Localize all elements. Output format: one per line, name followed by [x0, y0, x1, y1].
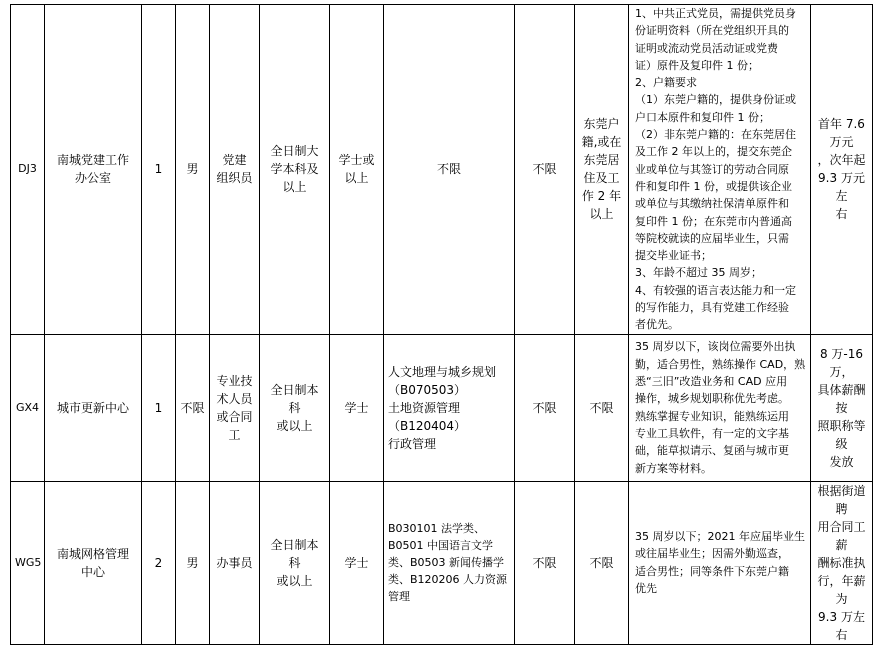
position-cell: 办事员	[210, 481, 260, 644]
major-cell: B030101 法学类、 B0501 中国语言文学 类、B0503 新闻传播学 类、B120206 人力资源 管理	[384, 481, 515, 644]
requirement-line: 复印件 1 份；在东莞市内普通高	[635, 214, 792, 228]
headcount-cell: 2	[142, 481, 176, 644]
gender-cell: 男	[176, 5, 210, 335]
experience-cell: 不限	[515, 5, 575, 335]
household-cell: 东莞户 籍,或在 东莞居 住及工 作 2 年 以上	[575, 5, 629, 335]
requirement-line: 35 周岁以下，该岗位需要外出执	[635, 340, 796, 354]
requirement-line: 35 周岁以下；2021 年应届毕业生	[635, 530, 805, 544]
requirement-line: 件和复印件 1 份，或提供该企业	[635, 179, 792, 193]
requirement-line: 证）原件及复印件 1 份；	[635, 58, 759, 72]
requirement-line: 业或单位与其签订的劳动合同原	[635, 162, 789, 176]
degree-cell: 学士	[330, 481, 384, 644]
degree-cell: 学士	[330, 334, 384, 481]
unit-cell: 南城网格管理 中心	[45, 481, 142, 644]
major-cell: 不限	[384, 5, 515, 335]
requirement-line: 3、年龄不超过 35 周岁；	[635, 266, 762, 280]
salary-cell: 首年 7.6 万元 ，次年起 9.3 万元左 右	[811, 5, 873, 335]
requirements-cell	[629, 481, 811, 644]
gender-cell: 不限	[176, 334, 210, 481]
education-cell: 全日制本 科 或以上	[260, 334, 330, 481]
requirement-line: 户口本原件和复印件 1 份；	[635, 110, 770, 124]
household-cell: 不限	[575, 481, 629, 644]
requirement-line: 操作，城乡规划职称优先考虑。	[635, 392, 789, 406]
requirement-line: 础，能草拟请示、复函与城市更	[635, 444, 789, 458]
requirements-cell	[629, 5, 811, 335]
position-code-cell: WG5	[11, 481, 45, 644]
table-row	[11, 334, 873, 481]
recruitment-table	[10, 4, 873, 645]
degree-cell: 学士或 以上	[330, 5, 384, 335]
requirement-line: （2）非东莞户籍的：在东莞居住	[635, 128, 796, 142]
requirement-line: 熟练掌握专业知识，能熟练运用	[635, 409, 789, 423]
requirement-line: 份证明资料（所在党组织开具的	[635, 24, 789, 38]
position-code-cell: GX4	[11, 334, 45, 481]
requirement-line: 的写作能力，具有党建工作经验	[635, 301, 789, 315]
requirement-line: 及工作 2 年以上的，提交东莞企	[635, 145, 792, 159]
requirement-line: （1）东莞户籍的，提供身份证或	[635, 93, 796, 107]
experience-cell: 不限	[515, 481, 575, 644]
requirement-line: 适合男性；同等条件下东莞户籍	[635, 564, 789, 578]
requirement-line: 新方案等材料。	[635, 461, 712, 475]
household-cell: 不限	[575, 334, 629, 481]
major-cell: 人文地理与城乡规划 （B070503） 土地资源管理 （B120404） 行政管理	[384, 334, 515, 481]
requirement-line: 等院校就读的应届毕业生，只需	[635, 231, 789, 245]
requirements-cell	[629, 334, 811, 481]
requirement-line: 者优先。	[635, 318, 679, 332]
table-row	[11, 5, 873, 335]
headcount-cell: 1	[142, 334, 176, 481]
education-cell: 全日制大 学本科及 以上	[260, 5, 330, 335]
table-row	[11, 481, 873, 644]
requirement-line: 1、中共正式党员，需提供党员身	[635, 7, 796, 20]
requirement-line: 4、有较强的语言表达能力和一定	[635, 283, 796, 297]
position-cell: 党建 组织员	[210, 5, 260, 335]
gender-cell: 男	[176, 481, 210, 644]
education-cell: 全日制本 科 或以上	[260, 481, 330, 644]
requirement-line: 或往届毕业生；因需外勤巡查，	[635, 547, 789, 561]
requirement-line: 专业工具软件，有一定的文字基	[635, 426, 789, 440]
requirement-line: 悉“三旧”改造业务和 CAD 应用	[635, 375, 788, 389]
position-cell: 专业技 术人员 或合同 工	[210, 334, 260, 481]
experience-cell: 不限	[515, 334, 575, 481]
requirement-line: 优先	[635, 581, 657, 595]
requirement-line: 证明或流动党员活动证或党费	[635, 41, 778, 55]
requirement-line: 或单位与其缴纳社保清单原件和	[635, 197, 789, 211]
unit-cell: 南城党建工作 办公室	[45, 5, 142, 335]
requirement-line: 提交毕业证书；	[635, 249, 712, 263]
unit-cell: 城市更新中心	[45, 334, 142, 481]
salary-cell: 8 万-16 万， 具体薪酬按 照职称等级 发放	[811, 334, 873, 481]
position-code-cell: DJ3	[11, 5, 45, 335]
salary-cell: 根据街道聘 用合同工薪 酬标准执 行，年薪为 9.3 万左右	[811, 481, 873, 644]
headcount-cell: 1	[142, 5, 176, 335]
requirement-line: 勤，适合男性，熟练操作 CAD，熟	[635, 357, 806, 371]
requirement-line: 2、户籍要求	[635, 76, 697, 90]
